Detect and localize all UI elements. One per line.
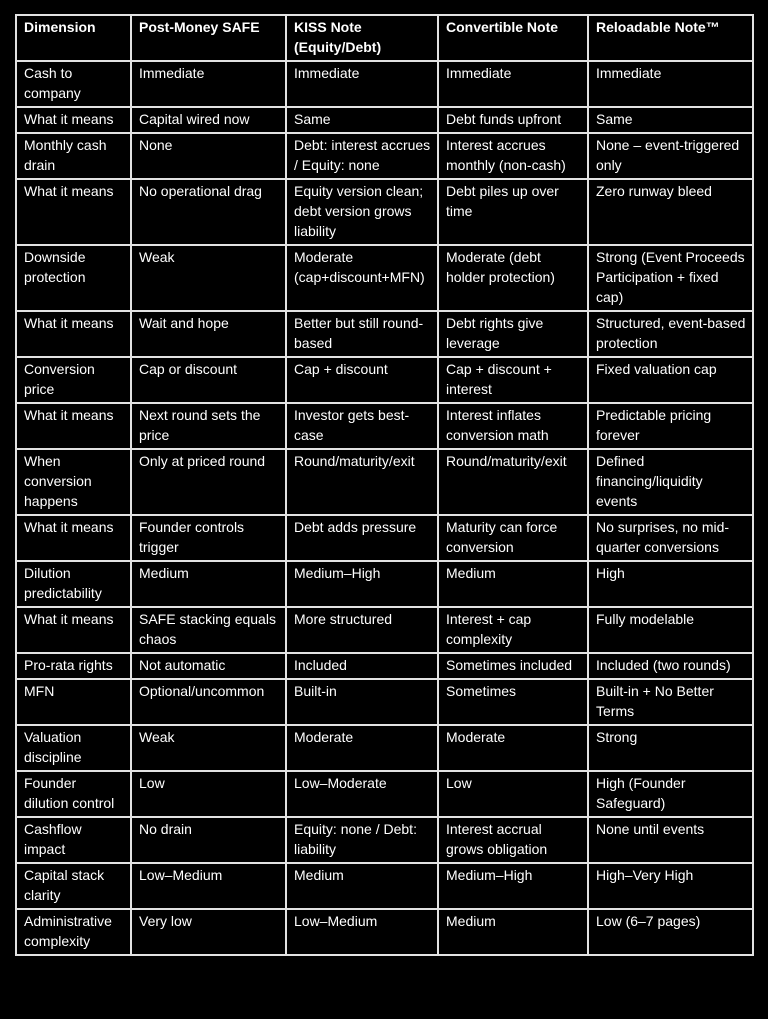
value-cell: Included (two rounds) [588,653,753,679]
table-row [16,561,753,607]
value-cell: Next round sets the price [131,403,286,449]
table-row [16,607,753,653]
value-cell: Medium–High [438,863,588,909]
value-cell: Predictable pricing forever [588,403,753,449]
value-cell: Debt funds upfront [438,107,588,133]
table-row [16,311,753,357]
dimension-cell: What it means [16,311,131,357]
value-cell: Same [588,107,753,133]
table-row [16,515,753,561]
table-row [16,403,753,449]
header-cell: Post-Money SAFE [131,15,286,61]
value-cell: Debt piles up over time [438,179,588,245]
table-row [16,133,753,179]
value-cell: Founder controls trigger [131,515,286,561]
table-row [16,245,753,311]
value-cell: No surprises, no mid-quarter conversions [588,515,753,561]
dimension-cell: What it means [16,403,131,449]
value-cell: Round/maturity/exit [286,449,438,515]
dimension-cell: What it means [16,607,131,653]
dimension-cell: Valuation discipline [16,725,131,771]
value-cell: High–Very High [588,863,753,909]
value-cell: Interest accrues monthly (non-cash) [438,133,588,179]
value-cell: Built-in [286,679,438,725]
value-cell: None until events [588,817,753,863]
value-cell: Medium [286,863,438,909]
comparison-table [15,14,754,956]
value-cell: Medium [131,561,286,607]
value-cell: Same [286,107,438,133]
value-cell: High (Founder Safeguard) [588,771,753,817]
value-cell: None – event-triggered only [588,133,753,179]
value-cell: SAFE stacking equals chaos [131,607,286,653]
value-cell: Medium [438,561,588,607]
header-cell-dimension: Dimension [16,15,131,61]
value-cell: Weak [131,725,286,771]
dimension-cell: When conversion happens [16,449,131,515]
dimension-cell: Founder dilution control [16,771,131,817]
value-cell: Wait and hope [131,311,286,357]
table-row [16,653,753,679]
value-cell: Low–Medium [131,863,286,909]
value-cell: Very low [131,909,286,955]
value-cell: Defined financing/liquidity events [588,449,753,515]
value-cell: Cap or discount [131,357,286,403]
value-cell: Structured, event-based protection [588,311,753,357]
value-cell: Interest + cap complexity [438,607,588,653]
value-cell: Strong [588,725,753,771]
header-cell: Reloadable Note™ [588,15,753,61]
value-cell: Better but still round-based [286,311,438,357]
value-cell: More structured [286,607,438,653]
value-cell: High [588,561,753,607]
value-cell: Weak [131,245,286,311]
dimension-cell: Cashflow impact [16,817,131,863]
value-cell: Interest accrual grows obligation [438,817,588,863]
dimension-cell: Pro-rata rights [16,653,131,679]
value-cell: Debt adds pressure [286,515,438,561]
dimension-cell: Dilution predictability [16,561,131,607]
value-cell: Immediate [588,61,753,107]
value-cell: Optional/uncommon [131,679,286,725]
header-cell: Convertible Note [438,15,588,61]
value-cell: None [131,133,286,179]
value-cell: Moderate (cap+discount+MFN) [286,245,438,311]
table-row [16,357,753,403]
dimension-cell: Cash to company [16,61,131,107]
value-cell: Low [438,771,588,817]
value-cell: Fully modelable [588,607,753,653]
value-cell: Immediate [131,61,286,107]
value-cell: Cap + discount [286,357,438,403]
page [0,14,768,956]
value-cell: Not automatic [131,653,286,679]
value-cell: Sometimes included [438,653,588,679]
table-row [16,179,753,245]
value-cell: Immediate [438,61,588,107]
header-cell: KISS Note (Equity/Debt) [286,15,438,61]
value-cell: Moderate [438,725,588,771]
value-cell: Interest inflates conversion math [438,403,588,449]
value-cell: Sometimes [438,679,588,725]
value-cell: Moderate (debt holder protection) [438,245,588,311]
value-cell: Maturity can force conversion [438,515,588,561]
value-cell: Medium–High [286,561,438,607]
value-cell: Low [131,771,286,817]
dimension-cell: What it means [16,107,131,133]
value-cell: Low (6–7 pages) [588,909,753,955]
value-cell: No drain [131,817,286,863]
dimension-cell: Administrative complexity [16,909,131,955]
table-row [16,909,753,955]
table-row [16,817,753,863]
table-row [16,725,753,771]
table-row [16,771,753,817]
dimension-cell: What it means [16,515,131,561]
value-cell: Included [286,653,438,679]
value-cell: Immediate [286,61,438,107]
value-cell: Debt rights give leverage [438,311,588,357]
value-cell: Low–Moderate [286,771,438,817]
dimension-cell: Downside protection [16,245,131,311]
value-cell: Equity version clean; debt version grows liability [286,179,438,245]
table-row [16,61,753,107]
table-row [16,449,753,515]
value-cell: Strong (Event Proceeds Participation + fixed cap) [588,245,753,311]
value-cell: Cap + discount + interest [438,357,588,403]
table-row [16,107,753,133]
value-cell: Medium [438,909,588,955]
value-cell: Equity: none / Debt: liability [286,817,438,863]
value-cell: Debt: interest accrues / Equity: none [286,133,438,179]
table-row [16,679,753,725]
value-cell: Fixed valuation cap [588,357,753,403]
value-cell: Investor gets best-case [286,403,438,449]
value-cell: No operational drag [131,179,286,245]
header-row [16,15,753,61]
value-cell: Built-in + No Better Terms [588,679,753,725]
value-cell: Capital wired now [131,107,286,133]
dimension-cell: MFN [16,679,131,725]
value-cell: Only at priced round [131,449,286,515]
value-cell: Moderate [286,725,438,771]
value-cell: Zero runway bleed [588,179,753,245]
dimension-cell: Monthly cash drain [16,133,131,179]
dimension-cell: Capital stack clarity [16,863,131,909]
dimension-cell: What it means [16,179,131,245]
table-row [16,863,753,909]
value-cell: Low–Medium [286,909,438,955]
value-cell: Round/maturity/exit [438,449,588,515]
dimension-cell: Conversion price [16,357,131,403]
